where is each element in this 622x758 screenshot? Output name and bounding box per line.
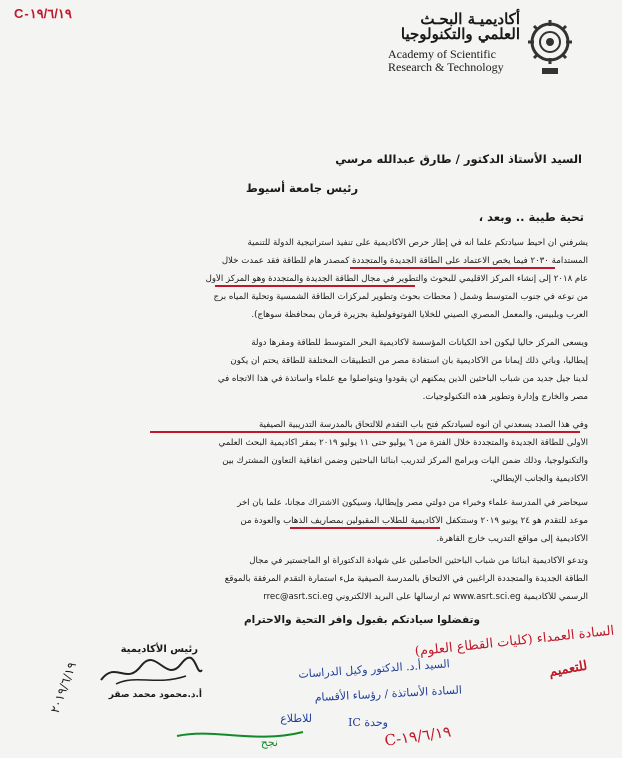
academy-ar-line2: العلمي والتكنولوجيا xyxy=(400,25,520,43)
body-line: وفي هذا الصدد يسعدني أن أنوه لسيادتكم فتح باب التقدم للالتحاق بالمدرسة التدريبية الصيفية xyxy=(258,420,588,430)
body-line: ويسعى المركز حاليا ليكون أحد الكيانات المؤسسة لأكاديمية البحر المتوسط للطاقة ومقرها دولة xyxy=(251,338,588,348)
addressee-title: رئيس جامعة أسيوط xyxy=(245,181,359,195)
handwritten-red-note-circulate: للتعميم xyxy=(547,658,589,681)
signatory-name: أ.د.محمود محمد صقر xyxy=(108,690,202,700)
body-line: العرب وبلبيس، والمعمل المصري الصيني للخلايا الفوتوفولطية بجزيرة قرمان بمحافظة سوهاج). xyxy=(251,310,588,320)
body-line: الأولى للطاقة الجديدة والمتجددة خلال الفترة من ٦ يوليو حتى ١١ يوليو ٢٠١٩ بمقر أكاديمية البحث العلمي xyxy=(218,438,588,448)
body-line: الطاقة الجديدة والمتجددة الراغبين في الالتحاق بالمدرسة الصيفية ملء استمارة التقدم المرفقة بالموقع xyxy=(224,574,588,584)
body-line: الأكاديمية والجانب الإيطالي. xyxy=(490,474,588,484)
signatory-title: رئيس الأكاديمية xyxy=(120,644,198,655)
green-pen-stroke-icon xyxy=(175,726,305,746)
body-line: مصر والخارج وإدارة وتطوير هذه التكنولوجيات. xyxy=(422,392,588,402)
body-line: يشرفني أن أحيط سيادتكم علما أنه في إطار حرص الأكاديمية على تنفيذ استراتيجية الدولة للتنمية xyxy=(247,238,588,248)
body-line: لدينا جيل جديد من شباب الباحثين الذين يمكنهم أن يقودوا ويتواصلوا مع علماء وأساتذة في هذا الاتجاه في xyxy=(217,374,588,384)
academy-ar-line1: أكاديميـة البحـث xyxy=(420,10,520,28)
academy-en-line2: Research & Technology xyxy=(388,60,504,74)
handwritten-blue-note: للاطلاع xyxy=(280,712,312,725)
handwritten-black-date: ٢٠١٩/٦/١٩ xyxy=(47,660,80,715)
red-underline xyxy=(150,431,580,433)
body-line: من نوعه في جنوب المتوسط وشمل ( محطات بحوث وتطوير لمركزات الطاقة الشمسية وتحلية المياه برج xyxy=(213,292,588,302)
academy-logo-icon xyxy=(528,18,572,78)
body-line: سيحاضر في المدرسة علماء وخبراء من دولتي مصر وإيطاليا، وسيكون الاشتراك مجانا، علما بأن آخر xyxy=(237,498,588,508)
academy-name-arabic xyxy=(390,12,520,42)
greeting: تحية طيبة .. وبعد ، xyxy=(478,210,584,224)
handwritten-green-initial: نجح xyxy=(260,736,278,749)
signature-scribble-icon xyxy=(96,656,206,690)
closing-line: وتفضلوا سيادتكم بقبول وافر التحية والاحترام xyxy=(243,614,480,626)
academy-en-line1: Academy of Scientific xyxy=(388,47,496,61)
handwritten-red-note: السادة العمداء (كليات القطاع العلوم) xyxy=(414,623,615,660)
body-line: الأكاديمية إلى مواقع التدريب خارج القاهرة. xyxy=(436,534,588,544)
handwritten-blue-note: السيد أ.د. الدكتور وكيل الدراسات xyxy=(297,657,451,681)
body-line: الرسمي للأكاديمية www.asrt.sci.eg ثم ارسالها على البريد الالكتروني rrec@asrt.sci.eg xyxy=(263,592,588,602)
body-line: موعد للتقدم هو ٢٤ يونيو ٢٠١٩ وستتكفل الأكاديمية للطلاب المقبولين بمصاريف الذهاب والعودة من xyxy=(240,516,588,526)
red-underline xyxy=(215,285,415,287)
body-line: وتدعو الأكاديمية أبنائنا من شباب الباحثين الحاصلين على شهادة الدكتوراة أو الماجستير في مجال xyxy=(249,556,588,566)
red-underline xyxy=(290,527,440,529)
handwritten-blue-note: وحدة IC xyxy=(348,716,388,729)
academy-name-english xyxy=(388,48,528,74)
handwritten-red-date: C-١٩/٦/١٩ xyxy=(383,722,453,750)
body-line: إيطاليا، وبأتي ذلك إيمانا من الأكاديمية بأن استفادة مصر من التطبيقات المختلفة للطاقة يحتم أن يكون xyxy=(230,356,588,366)
addressee-name: السيد الأستاذ الدكتور / طارق عبدالله مرسي xyxy=(335,152,582,166)
red-underline xyxy=(350,267,555,269)
handwritten-blue-note: السادة الأساتذة / رؤساء الأقسام xyxy=(314,683,463,705)
reference-stamp: C-١٩/٦/١٩ xyxy=(14,6,72,21)
body-line: المستدامة ٢٠٣٠ فيما يخص الاعتماد على الطاقة الجديدة والمتجددة كمصدر هام للطاقة فقد عمدت خلال xyxy=(221,256,588,266)
body-line: عام ٢٠١٨ إلى إنشاء المركز الاقليمي للبحوث والتطوير في مجال الطاقة الجديدة والمتجددة وهو المركز الأول xyxy=(205,274,588,284)
body-line: والتكنولوجيا، وذلك ضمن آليات وبرامج المركز لتدريب أبنائنا الباحثين وضمن اتفاقية التعاون المشترك بين xyxy=(222,456,588,466)
